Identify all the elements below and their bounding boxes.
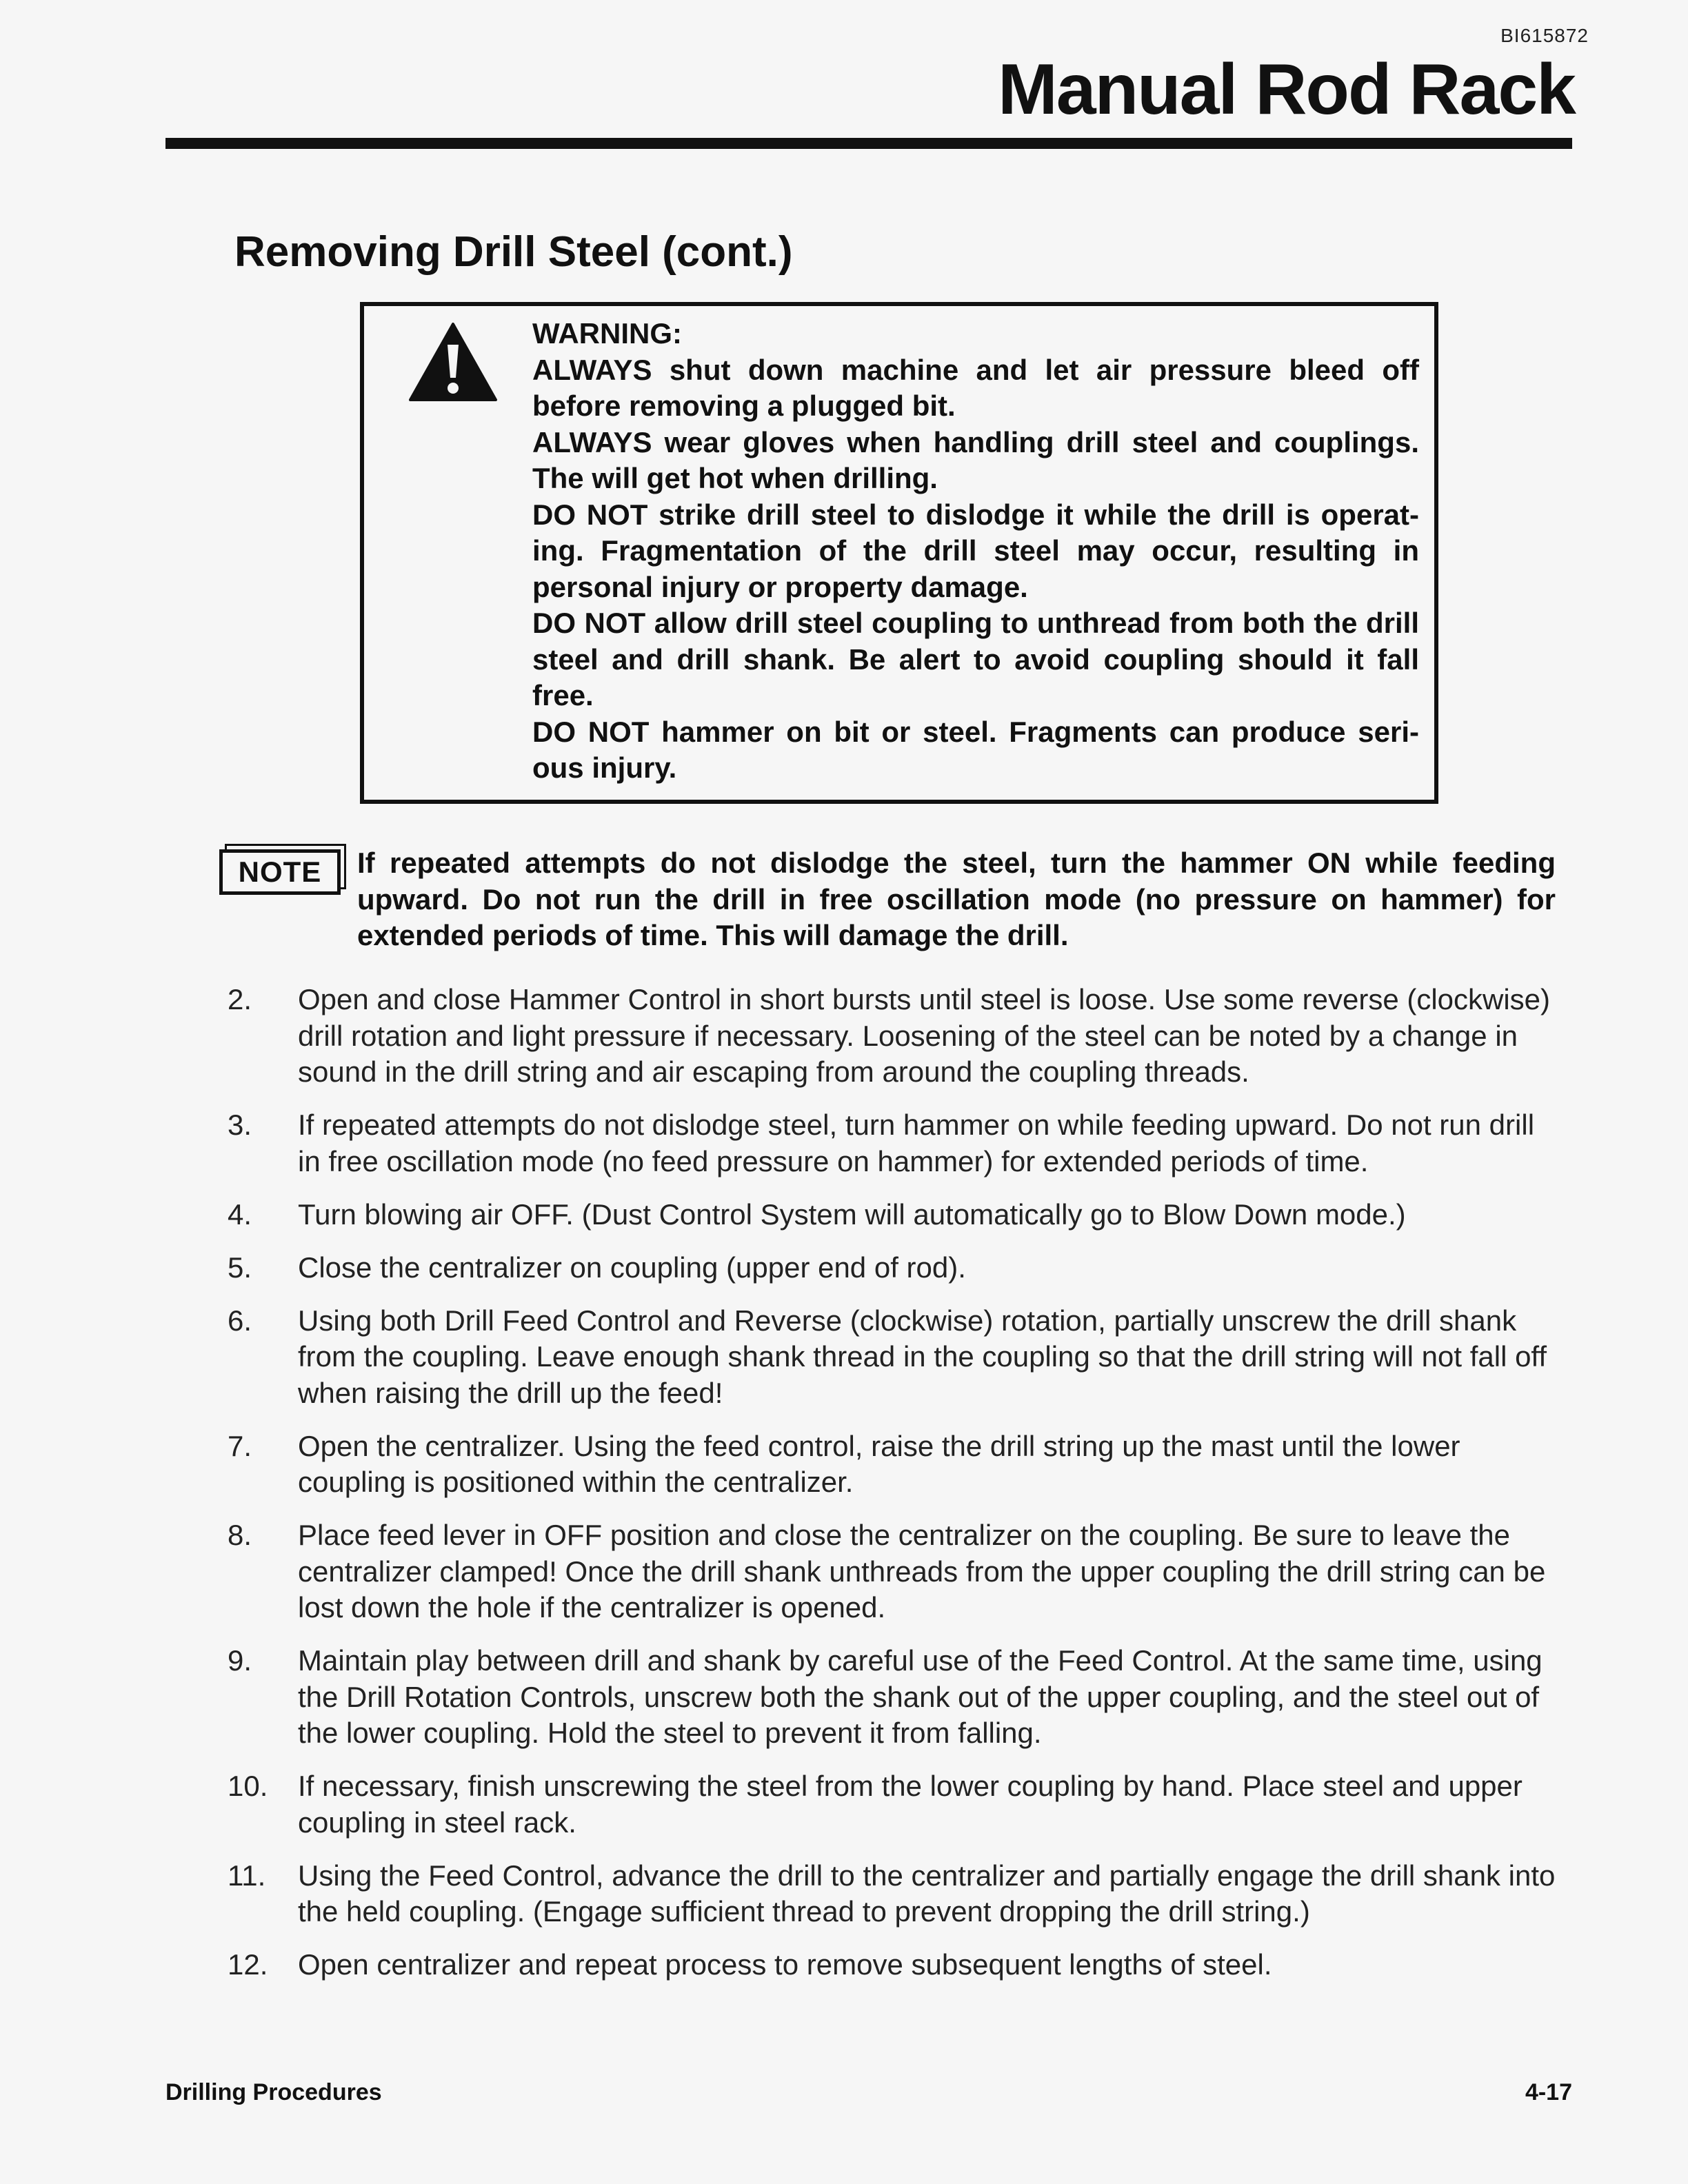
step-text: Open centralizer and repeat process to remove subsequent lengths of steel. bbox=[298, 1948, 1272, 1981]
list-item bbox=[228, 1947, 1563, 1983]
warning-paragraph: ALWAYS wear gloves when handling drill steel and couplings. The will get hot when drilling. bbox=[532, 425, 1419, 494]
step-number: 8. bbox=[228, 1519, 252, 1551]
step-text: Using both Drill Feed Control and Reverse (clockwise) rotation, partially unscrew the drill shank from the coupling. Leave enough shank thread in the coupling so that the drill string will not fall off when raising the drill up the feed! bbox=[298, 1304, 1547, 1409]
warning-paragraph: DO NOT strike drill steel to dislodge it while the drill is operat-ing. Fragmentation of the drill steel may occur, resulting in personal injury or property damage. bbox=[532, 498, 1419, 603]
step-number: 4. bbox=[228, 1197, 252, 1231]
list-item bbox=[228, 1858, 1563, 1930]
footer-page-number: 4-17 bbox=[1525, 2079, 1572, 2105]
step-text: Place feed lever in OFF position and close the centralizer on the coupling. Be sure to leave the centralizer clamped! Once the drill shank unthreads from the upper coupling the drill string can be lost down the hole if the centralizer is opened. bbox=[298, 1519, 1546, 1624]
step-text: If necessary, finish unscrewing the steel from the lower coupling by hand. Place steel and upper coupling in steel rack. bbox=[298, 1770, 1523, 1839]
warning-paragraph: ALWAYS shut down machine and let air pressure bleed off before removing a plugged bit. bbox=[532, 353, 1419, 422]
note-badge: NOTE bbox=[219, 849, 341, 895]
step-number: 11. bbox=[228, 1859, 266, 1892]
step-number: 9. bbox=[228, 1644, 252, 1677]
list-item bbox=[228, 1303, 1563, 1412]
warning-triangle-icon bbox=[408, 321, 498, 403]
title-rule bbox=[165, 138, 1572, 149]
step-number: 2. bbox=[228, 983, 252, 1015]
section-heading: Removing Drill Steel (cont.) bbox=[234, 228, 793, 276]
list-item bbox=[228, 1517, 1563, 1626]
list-item bbox=[228, 982, 1563, 1091]
step-number: 10. bbox=[228, 1770, 268, 1802]
footer-section-name: Drilling Procedures bbox=[165, 2079, 382, 2105]
step-number: 5. bbox=[228, 1251, 252, 1284]
list-item bbox=[228, 1768, 1563, 1841]
step-text: Turn blowing air OFF. (Dust Control System will automatically go to Blow Down mode.) bbox=[298, 1197, 1406, 1231]
step-text: Using the Feed Control, advance the drill to the centralizer and partially engage the drill shank into the held coupling. (Engage sufficient thread to prevent dropping the drill string.) bbox=[298, 1859, 1556, 1928]
warning-label: WARNING: bbox=[532, 317, 682, 350]
warning-paragraph: DO NOT allow drill steel coupling to unthread from both the drill steel and drill shank. Be alert to avoid coupling should it fall free. bbox=[532, 607, 1419, 711]
list-item bbox=[228, 1643, 1563, 1752]
step-text: Close the centralizer on coupling (upper end of rod). bbox=[298, 1251, 966, 1284]
step-number: 6. bbox=[228, 1304, 252, 1337]
document-id: BI615872 bbox=[1500, 25, 1589, 46]
step-number: 7. bbox=[228, 1429, 252, 1462]
warning-paragraph: DO NOT hammer on bit or steel. Fragments can produce seri-ous injury. bbox=[532, 715, 1419, 784]
step-text: If repeated attempts do not dislodge steel, turn hammer on while feeding upward. Do not run drill in free oscillation mode (no feed pressure on hammer) for extended periods of time. bbox=[298, 1109, 1535, 1177]
step-text: Open the centralizer. Using the feed control, raise the drill string up the mast until the lower coupling is positioned within the centralizer. bbox=[298, 1429, 1460, 1498]
page-title: Manual Rod Rack bbox=[998, 50, 1575, 130]
step-text: Open and close Hammer Control in short bursts until steel is loose. Use some reverse (clockwise) drill rotation and light pressure if necessary. Loosening of the steel can be noted by a change in sound in the drill string and air escaping from around the coupling threads. bbox=[298, 983, 1551, 1088]
list-item bbox=[228, 1250, 1563, 1286]
procedure-steps bbox=[228, 982, 1563, 2000]
step-number: 12. bbox=[228, 1948, 268, 1981]
list-item bbox=[228, 1428, 1563, 1501]
warning-content bbox=[532, 316, 1419, 787]
note-text: If repeated attempts do not dislodge the steel, turn the hammer ON while feeding upward. Do not run the drill in free oscillation mode (no pressure on hammer) for extended periods of time. This will damage the drill. bbox=[357, 847, 1556, 951]
list-item bbox=[228, 1197, 1563, 1233]
step-text: Maintain play between drill and shank by careful use of the Feed Control. At the same time, using the Drill Rotation Controls, unscrew both the shank out of the upper coupling, and the steel out of the lower coupling. Hold the steel to prevent it from falling. bbox=[298, 1644, 1543, 1749]
warning-box bbox=[360, 302, 1438, 804]
step-number: 3. bbox=[228, 1109, 252, 1141]
list-item bbox=[228, 1107, 1563, 1180]
